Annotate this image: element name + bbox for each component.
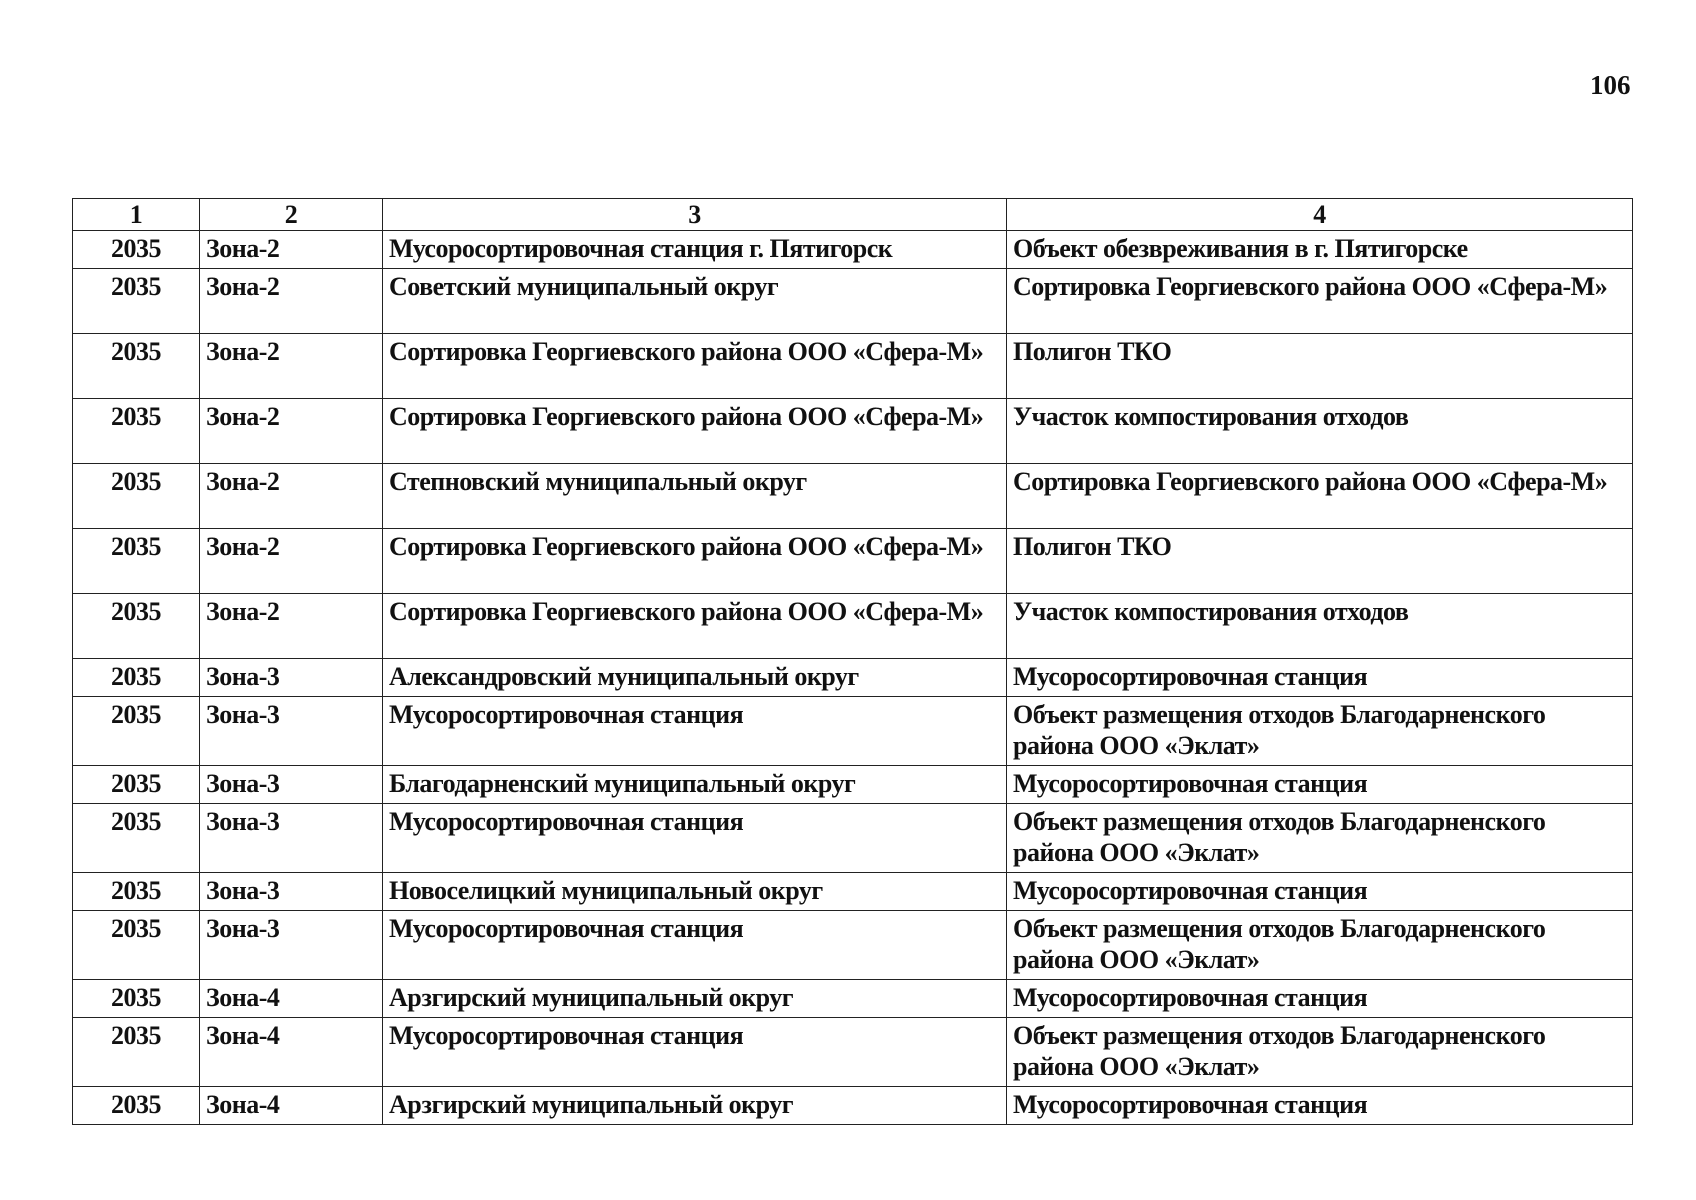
- destination-cell: Сортировка Георгиевского района ООО «Сфера-М»: [1007, 464, 1633, 529]
- table-row: [73, 334, 1633, 399]
- table-row: [73, 766, 1633, 804]
- table-row: [73, 464, 1633, 529]
- zone-cell: Зона-3: [200, 659, 383, 697]
- table-row: [73, 980, 1633, 1018]
- year-cell: 2035: [73, 980, 200, 1018]
- year-cell: 2035: [73, 873, 200, 911]
- year-cell: 2035: [73, 529, 200, 594]
- year-cell: 2035: [73, 1018, 200, 1087]
- year-cell: 2035: [73, 399, 200, 464]
- zone-cell: Зона-3: [200, 911, 383, 980]
- source-cell: Мусоросортировочная станция: [383, 697, 1007, 766]
- destination-cell: Мусоросортировочная станция: [1007, 766, 1633, 804]
- year-cell: 2035: [73, 269, 200, 334]
- table-row: [73, 594, 1633, 659]
- destination-cell: Участок компостирования отходов: [1007, 399, 1633, 464]
- source-cell: Мусоросортировочная станция г. Пятигорск: [383, 231, 1007, 269]
- year-cell: 2035: [73, 911, 200, 980]
- zone-cell: Зона-2: [200, 594, 383, 659]
- column-header: 1: [73, 199, 200, 231]
- year-cell: 2035: [73, 697, 200, 766]
- year-cell: 2035: [73, 464, 200, 529]
- source-cell: Мусоросортировочная станция: [383, 804, 1007, 873]
- year-cell: 2035: [73, 594, 200, 659]
- destination-cell: Объект размещения отходов Благодарненского района ООО «Эклат»: [1007, 697, 1633, 766]
- routes-table: [72, 198, 1633, 1125]
- zone-cell: Зона-2: [200, 464, 383, 529]
- table-row: [73, 804, 1633, 873]
- year-cell: 2035: [73, 766, 200, 804]
- column-header: 2: [200, 199, 383, 231]
- destination-cell: Мусоросортировочная станция: [1007, 659, 1633, 697]
- destination-cell: Мусоросортировочная станция: [1007, 873, 1633, 911]
- source-cell: Александровский муниципальный округ: [383, 659, 1007, 697]
- destination-cell: Полигон ТКО: [1007, 529, 1633, 594]
- table-header-row: [73, 199, 1633, 231]
- zone-cell: Зона-3: [200, 804, 383, 873]
- source-cell: Сортировка Георгиевского района ООО «Сфера-М»: [383, 399, 1007, 464]
- zone-cell: Зона-4: [200, 1087, 383, 1125]
- destination-cell: Объект размещения отходов Благодарненского района ООО «Эклат»: [1007, 804, 1633, 873]
- destination-cell: Объект обезвреживания в г. Пятигорске: [1007, 231, 1633, 269]
- destination-cell: Сортировка Георгиевского района ООО «Сфера-М»: [1007, 269, 1633, 334]
- page-number: 106: [1590, 70, 1631, 100]
- table-row: [73, 873, 1633, 911]
- source-cell: Сортировка Георгиевского района ООО «Сфера-М»: [383, 594, 1007, 659]
- zone-cell: Зона-4: [200, 980, 383, 1018]
- zone-cell: Зона-3: [200, 766, 383, 804]
- destination-cell: Объект размещения отходов Благодарненского района ООО «Эклат»: [1007, 911, 1633, 980]
- table-row: [73, 529, 1633, 594]
- source-cell: Мусоросортировочная станция: [383, 1018, 1007, 1087]
- zone-cell: Зона-2: [200, 529, 383, 594]
- zone-cell: Зона-2: [200, 399, 383, 464]
- table-row: [73, 269, 1633, 334]
- year-cell: 2035: [73, 804, 200, 873]
- year-cell: 2035: [73, 231, 200, 269]
- source-cell: Степновский муниципальный округ: [383, 464, 1007, 529]
- zone-cell: Зона-2: [200, 269, 383, 334]
- zone-cell: Зона-2: [200, 334, 383, 399]
- source-cell: Арзгирский муниципальный округ: [383, 980, 1007, 1018]
- table-row: [73, 1018, 1633, 1087]
- destination-cell: Полигон ТКО: [1007, 334, 1633, 399]
- table-row: [73, 231, 1633, 269]
- destination-cell: Объект размещения отходов Благодарненского района ООО «Эклат»: [1007, 1018, 1633, 1087]
- destination-cell: Мусоросортировочная станция: [1007, 1087, 1633, 1125]
- column-header: 3: [383, 199, 1007, 231]
- table-row: [73, 697, 1633, 766]
- year-cell: 2035: [73, 659, 200, 697]
- source-cell: Новоселицкий муниципальный округ: [383, 873, 1007, 911]
- destination-cell: Участок компостирования отходов: [1007, 594, 1633, 659]
- source-cell: Благодарненский муниципальный округ: [383, 766, 1007, 804]
- zone-cell: Зона-3: [200, 697, 383, 766]
- source-cell: Советский муниципальный округ: [383, 269, 1007, 334]
- year-cell: 2035: [73, 334, 200, 399]
- table-row: [73, 911, 1633, 980]
- column-header: 4: [1007, 199, 1633, 231]
- zone-cell: Зона-2: [200, 231, 383, 269]
- source-cell: Сортировка Георгиевского района ООО «Сфера-М»: [383, 334, 1007, 399]
- table-row: [73, 399, 1633, 464]
- destination-cell: Мусоросортировочная станция: [1007, 980, 1633, 1018]
- zone-cell: Зона-3: [200, 873, 383, 911]
- source-cell: Арзгирский муниципальный округ: [383, 1087, 1007, 1125]
- source-cell: Мусоросортировочная станция: [383, 911, 1007, 980]
- zone-cell: Зона-4: [200, 1018, 383, 1087]
- year-cell: 2035: [73, 1087, 200, 1125]
- table-row: [73, 1087, 1633, 1125]
- source-cell: Сортировка Георгиевского района ООО «Сфера-М»: [383, 529, 1007, 594]
- table-row: [73, 659, 1633, 697]
